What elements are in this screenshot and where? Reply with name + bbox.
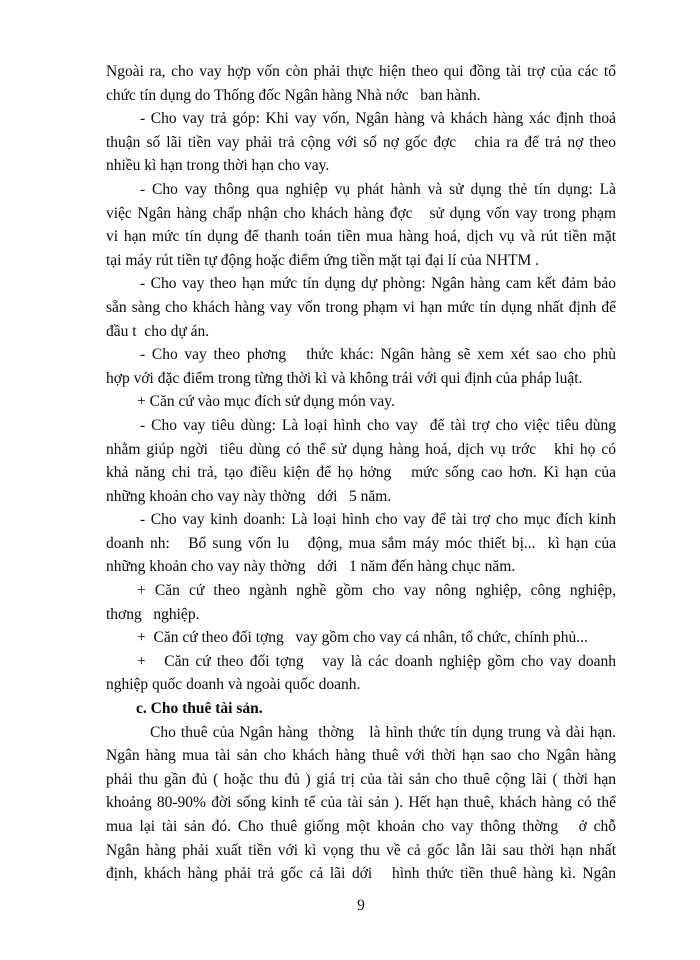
paragraph [106, 721, 616, 886]
paragraph [106, 60, 616, 107]
page-number: 9 [357, 897, 365, 914]
text-line: + Căn cứ theo ngành nghề gồm cho vay nông nghiệp, công nghiệp, [137, 582, 616, 600]
text-line: + Căn cứ theo đối tợng vay là các doanh nghiệp gồm cho vay doanh [137, 652, 616, 670]
text-line: tại máy rút tiền tự động hoặc điểm ứng tiền mặt tại đại lí của NHTM . [106, 251, 540, 269]
text-line: mua lại tài sản đó. Cho thuê giống một khoản cho vay thông thờng ở chỗ [106, 818, 616, 835]
text-line: Ngân hàng phải xuất tiền với kì vọng thu về cả gốc lẫn lãi sau thời hạn nhất [106, 841, 616, 859]
text-line: Ngoài ra, cho vay hợp vốn còn phải thực hiện theo qui đồng tài trợ của các tổ [106, 63, 616, 80]
paragraph [106, 626, 616, 650]
text-line: chức tín dụng do Thống đốc Ngân hàng Nhà nớc ban hành. [106, 86, 481, 104]
text-line: thuận số lãi tiền vay phải trả cộng với số nợ gốc đợc chia ra để trả nợ theo [106, 133, 616, 151]
section-heading [106, 697, 616, 721]
text-line: việc Ngân hàng chấp nhận cho khách hàng đợc sử dụng vốn vay trong phạm [106, 204, 616, 222]
text-line: doanh nh: Bổ sung vốn lu động, mua sắm máy móc thiết bị... kì hạn của [106, 534, 616, 552]
paragraph [106, 107, 616, 178]
text-line: nhiều kì hạn trong thời hạn cho vay. [106, 157, 330, 175]
text-line: thơng nghiệp. [106, 605, 200, 623]
text-line: những khoản cho vay này thờng dới 1 năm đến hàng chục năm. [106, 558, 516, 576]
text-line: Ngân hàng mua tài sản cho khách hàng thuê với thời hạn sao cho Ngân hàng [106, 747, 616, 765]
text-line: - Cho vay theo hạn mức tín dụng dự phòng: Ngân hàng cam kết đảm bảo [140, 275, 616, 293]
text-line: - Cho vay tiêu dùng: Là loại hình cho vay để tài trợ cho việc tiêu dùng [140, 416, 616, 434]
text-line: - Cho vay theo phơng thức khác: Ngân hàng sẽ xem xét sao cho phù [140, 346, 616, 364]
text-line: định, khách hàng phải trả gốc cả lãi dới hình thức tiền thuê hàng kì. Ngân [106, 865, 616, 883]
text-line: phải thu gần đủ ( hoặc thu đủ ) giá trị của tài sản cho thuê cộng lãi ( thời hạn [106, 770, 616, 788]
text-line: hợp với đặc điểm trong từng thời kì và không trái với qui định của pháp luật. [106, 369, 583, 387]
paragraph [106, 579, 616, 626]
paragraph [106, 650, 616, 697]
paragraph [106, 178, 616, 272]
text-line: nghiệp quốc doanh và ngoài quốc doanh. [106, 676, 361, 694]
text-line: - Cho vay kinh doanh: Là loại hình cho vay để tài trợ cho mục đích kinh [140, 511, 616, 529]
paragraph [106, 414, 616, 508]
text-line: khoảng 80-90% đời sống kinh tế của tài sản ). Hết hạn thuê, khách hàng có thể [106, 794, 616, 812]
text-line: khả năng chi trả, tạo điều kiện để họ hởng mức sống cao hơn. Kì hạn của [106, 464, 616, 482]
paragraph [106, 343, 616, 390]
text-line: vi hạn mức tín dụng để thanh toán tiền mua hàng hoá, dịch vụ và rút tiền mặt [106, 228, 616, 246]
text-line: c. Cho thuê tài sản. [136, 700, 263, 718]
text-line: đầu t cho dự án. [106, 322, 210, 340]
paragraph [106, 390, 616, 414]
text-line: - Cho vay thông qua nghiệp vụ phát hành và sử dụng thẻ tín dụng: Là [140, 180, 616, 198]
text-line: nhằm giúp ngời tiêu dùng có thể sử dụng hàng hoá, dịch vụ trớc khi họ có [106, 440, 616, 458]
text-line: sẵn sàng cho khách hàng vay vốn trong phạm vi hạn mức tín dụng nhất định để [106, 298, 616, 316]
paragraph [106, 272, 616, 343]
text-line: + Căn cứ vào mục đích sử dụng món vay. [137, 393, 395, 411]
text-line: những khoản cho vay này thờng dới 5 năm. [106, 487, 392, 505]
text-line: + Căn cứ theo đối tợng vay gồm cho vay cá nhân, tổ chức, chính phủ... [137, 629, 588, 647]
text-line: - Cho vay trả góp: Khi vay vốn, Ngân hàng và khách hàng xác định thoả [140, 110, 616, 128]
text-line: Cho thuê của Ngân hàng thờng là hình thức tín dụng trung và dài hạn. [150, 723, 616, 741]
paragraph [106, 508, 616, 579]
document-body [106, 60, 616, 886]
